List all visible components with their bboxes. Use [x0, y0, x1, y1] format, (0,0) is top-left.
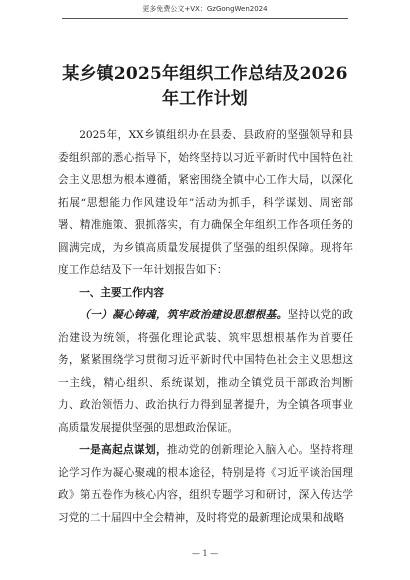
subsection-paragraph — [58, 304, 353, 439]
point-text: 推动党的创新理论入脑入心。坚持将理论学习作为凝心聚魂的根本途径，特别是将《习近平谈治国理政》第五卷作为核心内容，组织专题学习和研讨，深入传达学习党的二十届四中全会精神，及时将党的最新理论成果和战略 — [58, 444, 354, 524]
page-number: — 1 — — [191, 549, 219, 558]
subsection-heading: （一）凝心铸魂，筑牢政治建设思想根基。 — [79, 309, 288, 321]
section-heading: 一、主要工作内容 — [79, 286, 164, 299]
point-lead: 一是高起点谋划， — [79, 444, 167, 456]
intro-paragraph: 2025年，XX乡镇组织办在县委、县政府的坚强领导和县委组织部的悉心指导下，始终坚持以习近平新时代中国特色社会主义思想为根本遵循，紧密围绕全镇中心工作大局，以深化拓展“思想能力作风建设年”活动为抓手，科学谋划、周密部署、精准施策、狠抓落实，有力确保全年组织工作各项任务的圆满完成，为乡镇高质量发展提供了坚强的组织保障。现将年度工作总结及下一年计划报告如下： — [58, 129, 353, 276]
header-banner: 更多免费公文+VX：GzGongWen2024 — [142, 5, 268, 13]
document-title: 某乡镇2025年组织工作总结及2026年工作计划 — [62, 64, 348, 109]
point-paragraph — [58, 439, 353, 529]
subsection-text: 坚持以党的政治建设为统领，将强化理论武装、筑牢思想根基作为首要任务，紧紧围绕学习贯彻习近平新时代中国特色社会主义思想这一主线，精心组织、系统谋划，推动全镇党员干部政治判断力、政治领悟力、政治执行力得到显著提升，为全镇各项事业高质量发展提供坚强的思想政治保证。 — [58, 309, 354, 434]
header-divider — [62, 18, 348, 19]
document-body — [58, 124, 353, 529]
